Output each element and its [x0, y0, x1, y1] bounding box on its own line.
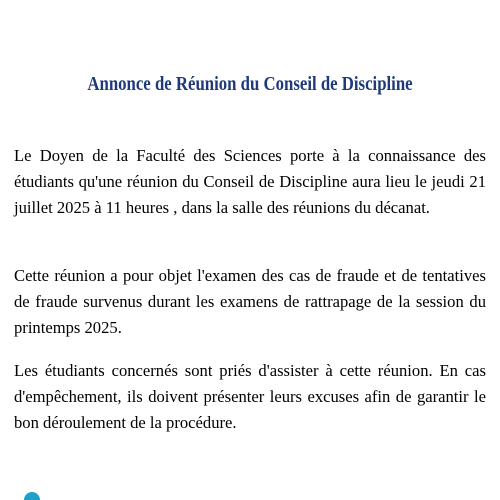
paragraph-meeting-purpose: Cette réunion a pour objet l'examen des cas de fraude et de tentatives de fraude survenus durant les examens de rattrapage de la session du printemps 2025. — [14, 266, 486, 337]
corner-logo-fragment — [24, 492, 40, 500]
paragraph-attendance-instructions: Les étudiants concernés sont priés d'assister à cette réunion. En cas d'empêchement, ils doivent présenter leurs excuses afin de garantir le bon déroulement de la procédure. — [14, 361, 486, 432]
paragraph-meeting-details: Le Doyen de la Faculté des Sciences porte à la connaissance des étudiants qu'une réunion du Conseil de Discipline aura lieu le jeudi 21 juillet 2025 à 11 heures , dans la salle des réunions du décanat. — [14, 146, 486, 217]
announcement-title: Annonce de Réunion du Conseil de Discipline — [87, 74, 413, 96]
